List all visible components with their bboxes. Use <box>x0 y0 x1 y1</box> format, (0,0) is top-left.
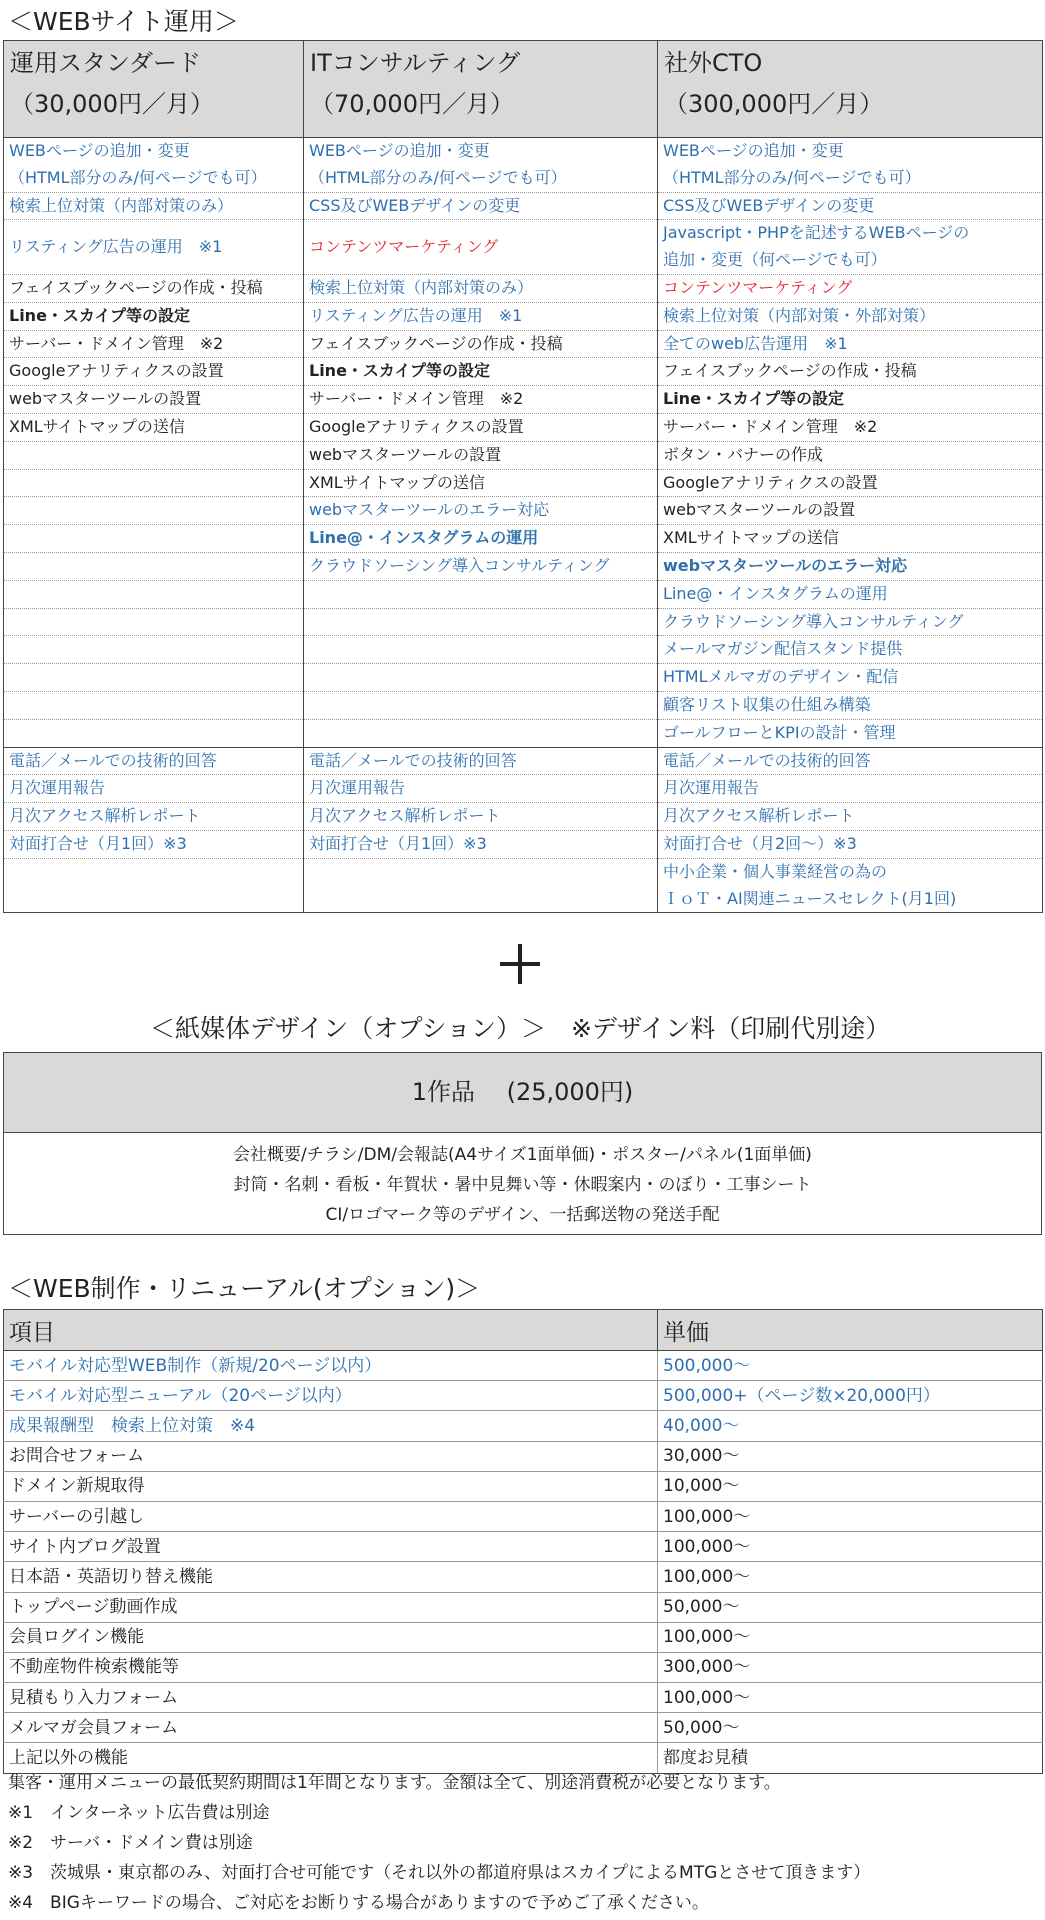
plan-cell <box>658 469 1043 497</box>
plan-feature: 顧客リスト収集の仕組み構築 <box>663 694 871 714</box>
plan-row <box>4 664 1043 692</box>
plan-cell <box>4 525 304 553</box>
plan-row <box>4 302 1043 330</box>
plan-feature: リスティング広告の運用 ※1 <box>309 305 523 325</box>
plan-cell <box>4 220 304 275</box>
plan-feature: 電話／メールでの技術的回答 <box>9 750 217 770</box>
plan-feature: ボタン・バナーの作成 <box>663 444 824 464</box>
plan-feature <box>9 636 298 663</box>
plan-cell <box>4 358 304 386</box>
plan-row <box>4 413 1043 441</box>
plan-feature: Line・スカイプ等の設定 <box>663 389 844 409</box>
plan-row <box>4 525 1043 553</box>
print-design-line: 封筒・名刺・看板・年賀状・暑中見舞い等・休暇案内・のぼり・工事シート <box>233 1175 812 1195</box>
plan-cell <box>658 386 1043 414</box>
plan-cell <box>304 552 658 580</box>
plan-feature: CSS及びWEBデザインの変更 <box>663 195 875 215</box>
plan-feature: 追加・変更（何ページでも可） <box>663 250 887 270</box>
plan-feature: フェイスブックページの作成・投稿 <box>663 361 917 381</box>
plan-feature: webマスターツールの設置 <box>309 444 502 464</box>
plan-row <box>4 386 1043 414</box>
web-item-name: サーバーの引越し <box>4 1501 658 1531</box>
plan-cell <box>4 302 304 330</box>
plan-row <box>4 830 1043 858</box>
plan-cell <box>4 664 304 692</box>
plan-cell <box>4 719 304 747</box>
plan-feature <box>9 525 298 552</box>
plan-cell <box>4 138 304 193</box>
plan-cell <box>304 330 658 358</box>
plan-cell <box>4 691 304 719</box>
web-item-row <box>4 1501 1043 1531</box>
plan-cell <box>4 274 304 302</box>
notes <box>8 1768 870 1918</box>
plan-cell <box>658 775 1043 803</box>
plan-cell <box>658 302 1043 330</box>
plan-feature <box>309 720 652 747</box>
plan-cell <box>304 469 658 497</box>
plan-name: ITコンサルティング <box>310 49 521 77</box>
plan-feature: WEBページの追加・変更 <box>9 141 190 160</box>
section-title-print-design: ＜紙媒体デザイン（オプション）＞ ※デザイン料（印刷代別途） <box>150 1014 891 1043</box>
plan-table-body <box>4 138 1043 913</box>
web-item-price: 都度お見積 <box>658 1743 1043 1773</box>
web-item-price: 40,000〜 <box>658 1411 1043 1441</box>
plan-feature <box>309 664 652 691</box>
plan-row <box>4 138 1043 193</box>
plan-header-cto <box>658 41 1043 138</box>
web-item-price: 100,000〜 <box>658 1562 1043 1592</box>
plan-feature: Googleアナリティクスの設置 <box>663 472 878 492</box>
plan-feature: 検索上位対策（内部対策のみ） <box>309 277 534 297</box>
plan-feature: 対面打合せ（月1回）※3 <box>9 833 187 853</box>
plan-row <box>4 691 1043 719</box>
plan-row <box>4 608 1043 636</box>
plan-cell <box>658 525 1043 553</box>
plan-feature <box>9 470 298 497</box>
web-item-row <box>4 1532 1043 1562</box>
plan-cell <box>658 497 1043 525</box>
plan-feature <box>9 664 298 691</box>
plan-cell <box>304 747 658 775</box>
plan-cell <box>304 274 658 302</box>
web-item-price: 30,000〜 <box>658 1441 1043 1471</box>
note-line: ※3 茨城県・東京都のみ、対面打合せ可能です（それ以外の都道府県はスカイプによるMTGとさせて頂きます） <box>8 1863 871 1883</box>
plan-cell <box>4 747 304 775</box>
plan-cell <box>658 330 1043 358</box>
plan-row <box>4 552 1043 580</box>
plan-row <box>4 719 1043 747</box>
plan-cell <box>4 580 304 608</box>
plan-feature: リスティング広告の運用 ※1 <box>9 236 223 256</box>
web-item-row <box>4 1381 1043 1411</box>
plan-feature: WEBページの追加・変更 <box>309 141 490 160</box>
plan-cell <box>4 608 304 636</box>
plan-feature: コンテンツマーケティング <box>309 236 499 256</box>
plan-cell <box>4 775 304 803</box>
plan-cell <box>304 803 658 831</box>
plan-cell <box>658 719 1043 747</box>
plan-feature <box>9 720 298 747</box>
plan-cell <box>658 580 1043 608</box>
operation-plan-table <box>3 40 1043 913</box>
plan-cell <box>304 775 658 803</box>
plan-feature: （HTML部分のみ/何ページでも可） <box>309 167 567 187</box>
plan-feature: webマスターツールのエラー対応 <box>663 555 908 575</box>
plan-cell <box>4 858 304 913</box>
web-item-name: お問合せフォーム <box>4 1441 658 1471</box>
web-item-row <box>4 1562 1043 1592</box>
plan-cell <box>304 302 658 330</box>
plan-feature <box>9 553 298 580</box>
plan-price: （300,000円／月） <box>664 90 884 118</box>
plan-row <box>4 580 1043 608</box>
plus-icon <box>500 944 540 984</box>
web-item-price: 500,000+（ページ数×20,000円） <box>658 1381 1043 1411</box>
plan-feature: 月次アクセス解析レポート <box>9 806 201 826</box>
plan-feature <box>9 497 298 524</box>
plan-feature <box>9 692 298 719</box>
web-item-row <box>4 1592 1043 1622</box>
plan-cell <box>304 497 658 525</box>
plan-row <box>4 775 1043 803</box>
plan-row <box>4 747 1043 775</box>
plan-row <box>4 220 1043 275</box>
plan-cell <box>304 691 658 719</box>
web-item-price: 300,000〜 <box>658 1652 1043 1682</box>
web-item-name: サイト内ブログ設置 <box>4 1532 658 1562</box>
plan-row <box>4 192 1043 220</box>
plan-name: 社外CTO <box>664 49 763 77</box>
plan-row <box>4 441 1043 469</box>
plan-cell <box>4 330 304 358</box>
plan-cell <box>304 830 658 858</box>
plan-feature: 月次運用報告 <box>309 778 406 798</box>
plan-cell <box>4 413 304 441</box>
plan-feature: フェイスブックページの作成・投稿 <box>9 277 263 297</box>
plan-row <box>4 330 1043 358</box>
web-item-row <box>4 1471 1043 1501</box>
plan-feature: Googleアナリティクスの設置 <box>309 416 524 436</box>
plan-row <box>4 636 1043 664</box>
plan-feature: Googleアナリティクスの設置 <box>9 361 224 381</box>
plan-cell <box>304 580 658 608</box>
plan-row <box>4 274 1043 302</box>
plan-cell <box>304 386 658 414</box>
plan-row <box>4 803 1043 831</box>
plan-cell <box>4 441 304 469</box>
plan-feature: 電話／メールでの技術的回答 <box>309 750 517 770</box>
print-design-box <box>3 1052 1042 1235</box>
plan-feature: 検索上位対策（内部対策・外部対策） <box>663 305 936 325</box>
web-item-name: 成果報酬型 検索上位対策 ※4 <box>4 1411 658 1441</box>
plan-cell <box>4 386 304 414</box>
plan-feature: 全てのweb広告運用 ※1 <box>663 333 848 353</box>
plan-name: 運用スタンダード <box>10 49 202 77</box>
plan-feature <box>309 636 652 663</box>
plan-feature: XMLサイトマップの送信 <box>9 416 185 436</box>
web-item-row <box>4 1683 1043 1713</box>
note-line: ※2 サーバ・ドメイン費は別途 <box>8 1833 253 1853</box>
plan-cell <box>4 830 304 858</box>
plan-feature: webマスターツールのエラー対応 <box>309 500 550 520</box>
plan-feature <box>309 609 652 636</box>
web-item-name: ドメイン新規取得 <box>4 1471 658 1501</box>
web-item-name: モバイル対応型WEB制作（新規/20ページ以内） <box>4 1351 658 1381</box>
plan-feature <box>9 609 298 636</box>
plan-cell <box>658 664 1043 692</box>
plan-row <box>4 469 1043 497</box>
plan-feature: 対面打合せ（月2回〜）※3 <box>663 833 857 853</box>
plan-feature: webマスターツールの設置 <box>9 389 202 409</box>
plan-feature: Line@・インスタグラムの運用 <box>309 528 539 548</box>
plan-cell <box>4 497 304 525</box>
web-table-body <box>4 1351 1043 1774</box>
note-line: 集客・運用メニューの最低契約期間は1年間となります。金額は全て、別途消費税が必要となります。 <box>8 1773 781 1793</box>
plan-feature: Line・スカイプ等の設定 <box>9 305 190 325</box>
plan-feature <box>9 581 298 608</box>
web-item-price: 10,000〜 <box>658 1471 1043 1501</box>
plan-row <box>4 358 1043 386</box>
plan-cell <box>304 664 658 692</box>
plan-feature: サーバー・ドメイン管理 ※2 <box>9 333 224 353</box>
note-line: ※1 インターネット広告費は別途 <box>8 1803 270 1823</box>
web-item-row <box>4 1411 1043 1441</box>
plan-price: （70,000円／月） <box>310 90 514 118</box>
plan-feature: WEBページの追加・変更 <box>663 141 844 160</box>
plan-cell <box>658 552 1043 580</box>
plan-cell <box>304 636 658 664</box>
section-title-web-operation: ＜WEBサイト運用＞ <box>8 7 239 36</box>
plan-feature: 中小企業・個人事業経営の為の <box>663 861 888 881</box>
plan-cell <box>304 608 658 636</box>
print-design-price: 1作品 (25,000円) <box>4 1053 1041 1133</box>
header-item: 項目 <box>4 1310 658 1351</box>
plan-cell <box>304 138 658 193</box>
header-unit-price: 単価 <box>658 1310 1043 1351</box>
plan-feature: 月次運用報告 <box>9 778 106 798</box>
plan-feature: XMLサイトマップの送信 <box>663 528 839 548</box>
print-design-line: CI/ロゴマーク等のデザイン、一括郵送物の発送手配 <box>325 1205 720 1225</box>
web-item-name: 見積もり入力フォーム <box>4 1683 658 1713</box>
plan-feature: webマスターツールの設置 <box>663 500 856 520</box>
plan-cell <box>658 192 1043 220</box>
web-item-name: トップページ動画作成 <box>4 1592 658 1622</box>
web-item-price: 100,000〜 <box>658 1532 1043 1562</box>
plan-cell <box>658 413 1043 441</box>
web-item-price: 500,000〜 <box>658 1351 1043 1381</box>
web-item-row <box>4 1652 1043 1682</box>
web-item-price: 100,000〜 <box>658 1622 1043 1652</box>
plan-feature: CSS及びWEBデザインの変更 <box>309 195 521 215</box>
plan-cell <box>658 803 1043 831</box>
web-item-name: モバイル対応型ニューアル（20ページ以内） <box>4 1381 658 1411</box>
plan-cell <box>304 525 658 553</box>
plan-cell <box>658 138 1043 193</box>
plan-feature: XMLサイトマップの送信 <box>309 472 485 492</box>
plan-feature: 月次運用報告 <box>663 778 760 798</box>
web-item-name: 上記以外の機能 <box>4 1743 658 1773</box>
plan-feature: （HTML部分のみ/何ページでも可） <box>9 167 267 187</box>
plan-cell <box>304 858 658 913</box>
web-item-name: 不動産物件検索機能等 <box>4 1652 658 1682</box>
plan-feature: フェイスブックページの作成・投稿 <box>309 333 563 353</box>
print-design-items <box>4 1133 1041 1230</box>
plan-feature: サーバー・ドメイン管理 ※2 <box>663 416 878 436</box>
plan-cell <box>304 719 658 747</box>
plan-feature: Line@・インスタグラムの運用 <box>663 583 888 603</box>
plan-cell <box>658 691 1043 719</box>
plan-cell <box>658 747 1043 775</box>
web-item-name: 日本語・英語切り替え機能 <box>4 1562 658 1592</box>
plan-cell <box>658 830 1043 858</box>
plan-cell <box>304 358 658 386</box>
plan-cell <box>4 192 304 220</box>
plan-cell <box>658 636 1043 664</box>
plan-cell <box>4 803 304 831</box>
plan-price: （30,000円／月） <box>10 90 214 118</box>
web-item-price: 100,000〜 <box>658 1683 1043 1713</box>
plan-feature <box>9 859 298 886</box>
plan-feature: クラウドソーシング導入コンサルティング <box>309 555 610 575</box>
plan-feature: コンテンツマーケティング <box>663 277 853 297</box>
plan-cell <box>4 469 304 497</box>
web-production-table <box>3 1309 1043 1774</box>
plan-feature <box>309 859 652 886</box>
web-item-row <box>4 1622 1043 1652</box>
plan-cell <box>304 441 658 469</box>
plan-header-standard <box>4 41 304 138</box>
plan-row <box>4 497 1043 525</box>
plan-cell <box>658 441 1043 469</box>
plan-feature: Javascript・PHPを記述するWEBページの <box>663 223 970 243</box>
plan-feature: 月次アクセス解析レポート <box>663 806 855 826</box>
web-item-price: 50,000〜 <box>658 1592 1043 1622</box>
plan-feature: サーバー・ドメイン管理 ※2 <box>309 389 524 409</box>
plan-feature: ＩｏＴ・AI関連ニュースセレクト(月1回) <box>663 888 957 908</box>
plan-cell <box>304 192 658 220</box>
plan-feature: メールマガジン配信スタンド提供 <box>663 639 903 659</box>
plan-feature: 対面打合せ（月1回）※3 <box>309 833 487 853</box>
plan-cell <box>658 608 1043 636</box>
plan-cell <box>4 636 304 664</box>
plan-cell <box>658 220 1043 275</box>
web-item-price: 50,000〜 <box>658 1713 1043 1743</box>
plan-header-it-consulting <box>304 41 658 138</box>
print-design-line: 会社概要/チラシ/DM/会報誌(A4サイズ1面単価)・ポスター/パネル(1面単価) <box>233 1145 812 1165</box>
plan-cell <box>658 358 1043 386</box>
web-item-row <box>4 1351 1043 1381</box>
plan-row <box>4 858 1043 913</box>
note-line: ※4 BIGキーワードの場合、ご対応をお断りする場合がありますので予めご了承ください。 <box>8 1893 709 1913</box>
plan-feature: クラウドソーシング導入コンサルティング <box>663 611 964 631</box>
plan-feature <box>9 442 298 469</box>
plan-feature: （HTML部分のみ/何ページでも可） <box>663 167 921 187</box>
plan-cell <box>304 413 658 441</box>
web-item-row <box>4 1441 1043 1471</box>
plan-feature <box>309 692 652 719</box>
plan-feature: ゴールフローとKPIの設計・管理 <box>663 722 896 742</box>
plan-feature: HTMLメルマガのデザイン・配信 <box>663 667 899 687</box>
plan-cell <box>4 552 304 580</box>
plan-cell <box>658 274 1043 302</box>
plan-cell <box>658 858 1043 913</box>
plan-feature: 検索上位対策（内部対策のみ） <box>9 195 234 215</box>
plan-feature: 電話／メールでの技術的回答 <box>663 750 871 770</box>
section-title-web-production: ＜WEB制作・リニューアル(オプション)＞ <box>8 1274 481 1303</box>
web-item-name: 会員ログイン機能 <box>4 1622 658 1652</box>
plan-cell <box>304 220 658 275</box>
plan-feature <box>309 581 652 608</box>
web-item-price: 100,000〜 <box>658 1501 1043 1531</box>
plan-feature: Line・スカイプ等の設定 <box>309 361 490 381</box>
plan-feature: 月次アクセス解析レポート <box>309 806 501 826</box>
web-item-row <box>4 1713 1043 1743</box>
web-item-name: メルマガ会員フォーム <box>4 1713 658 1743</box>
